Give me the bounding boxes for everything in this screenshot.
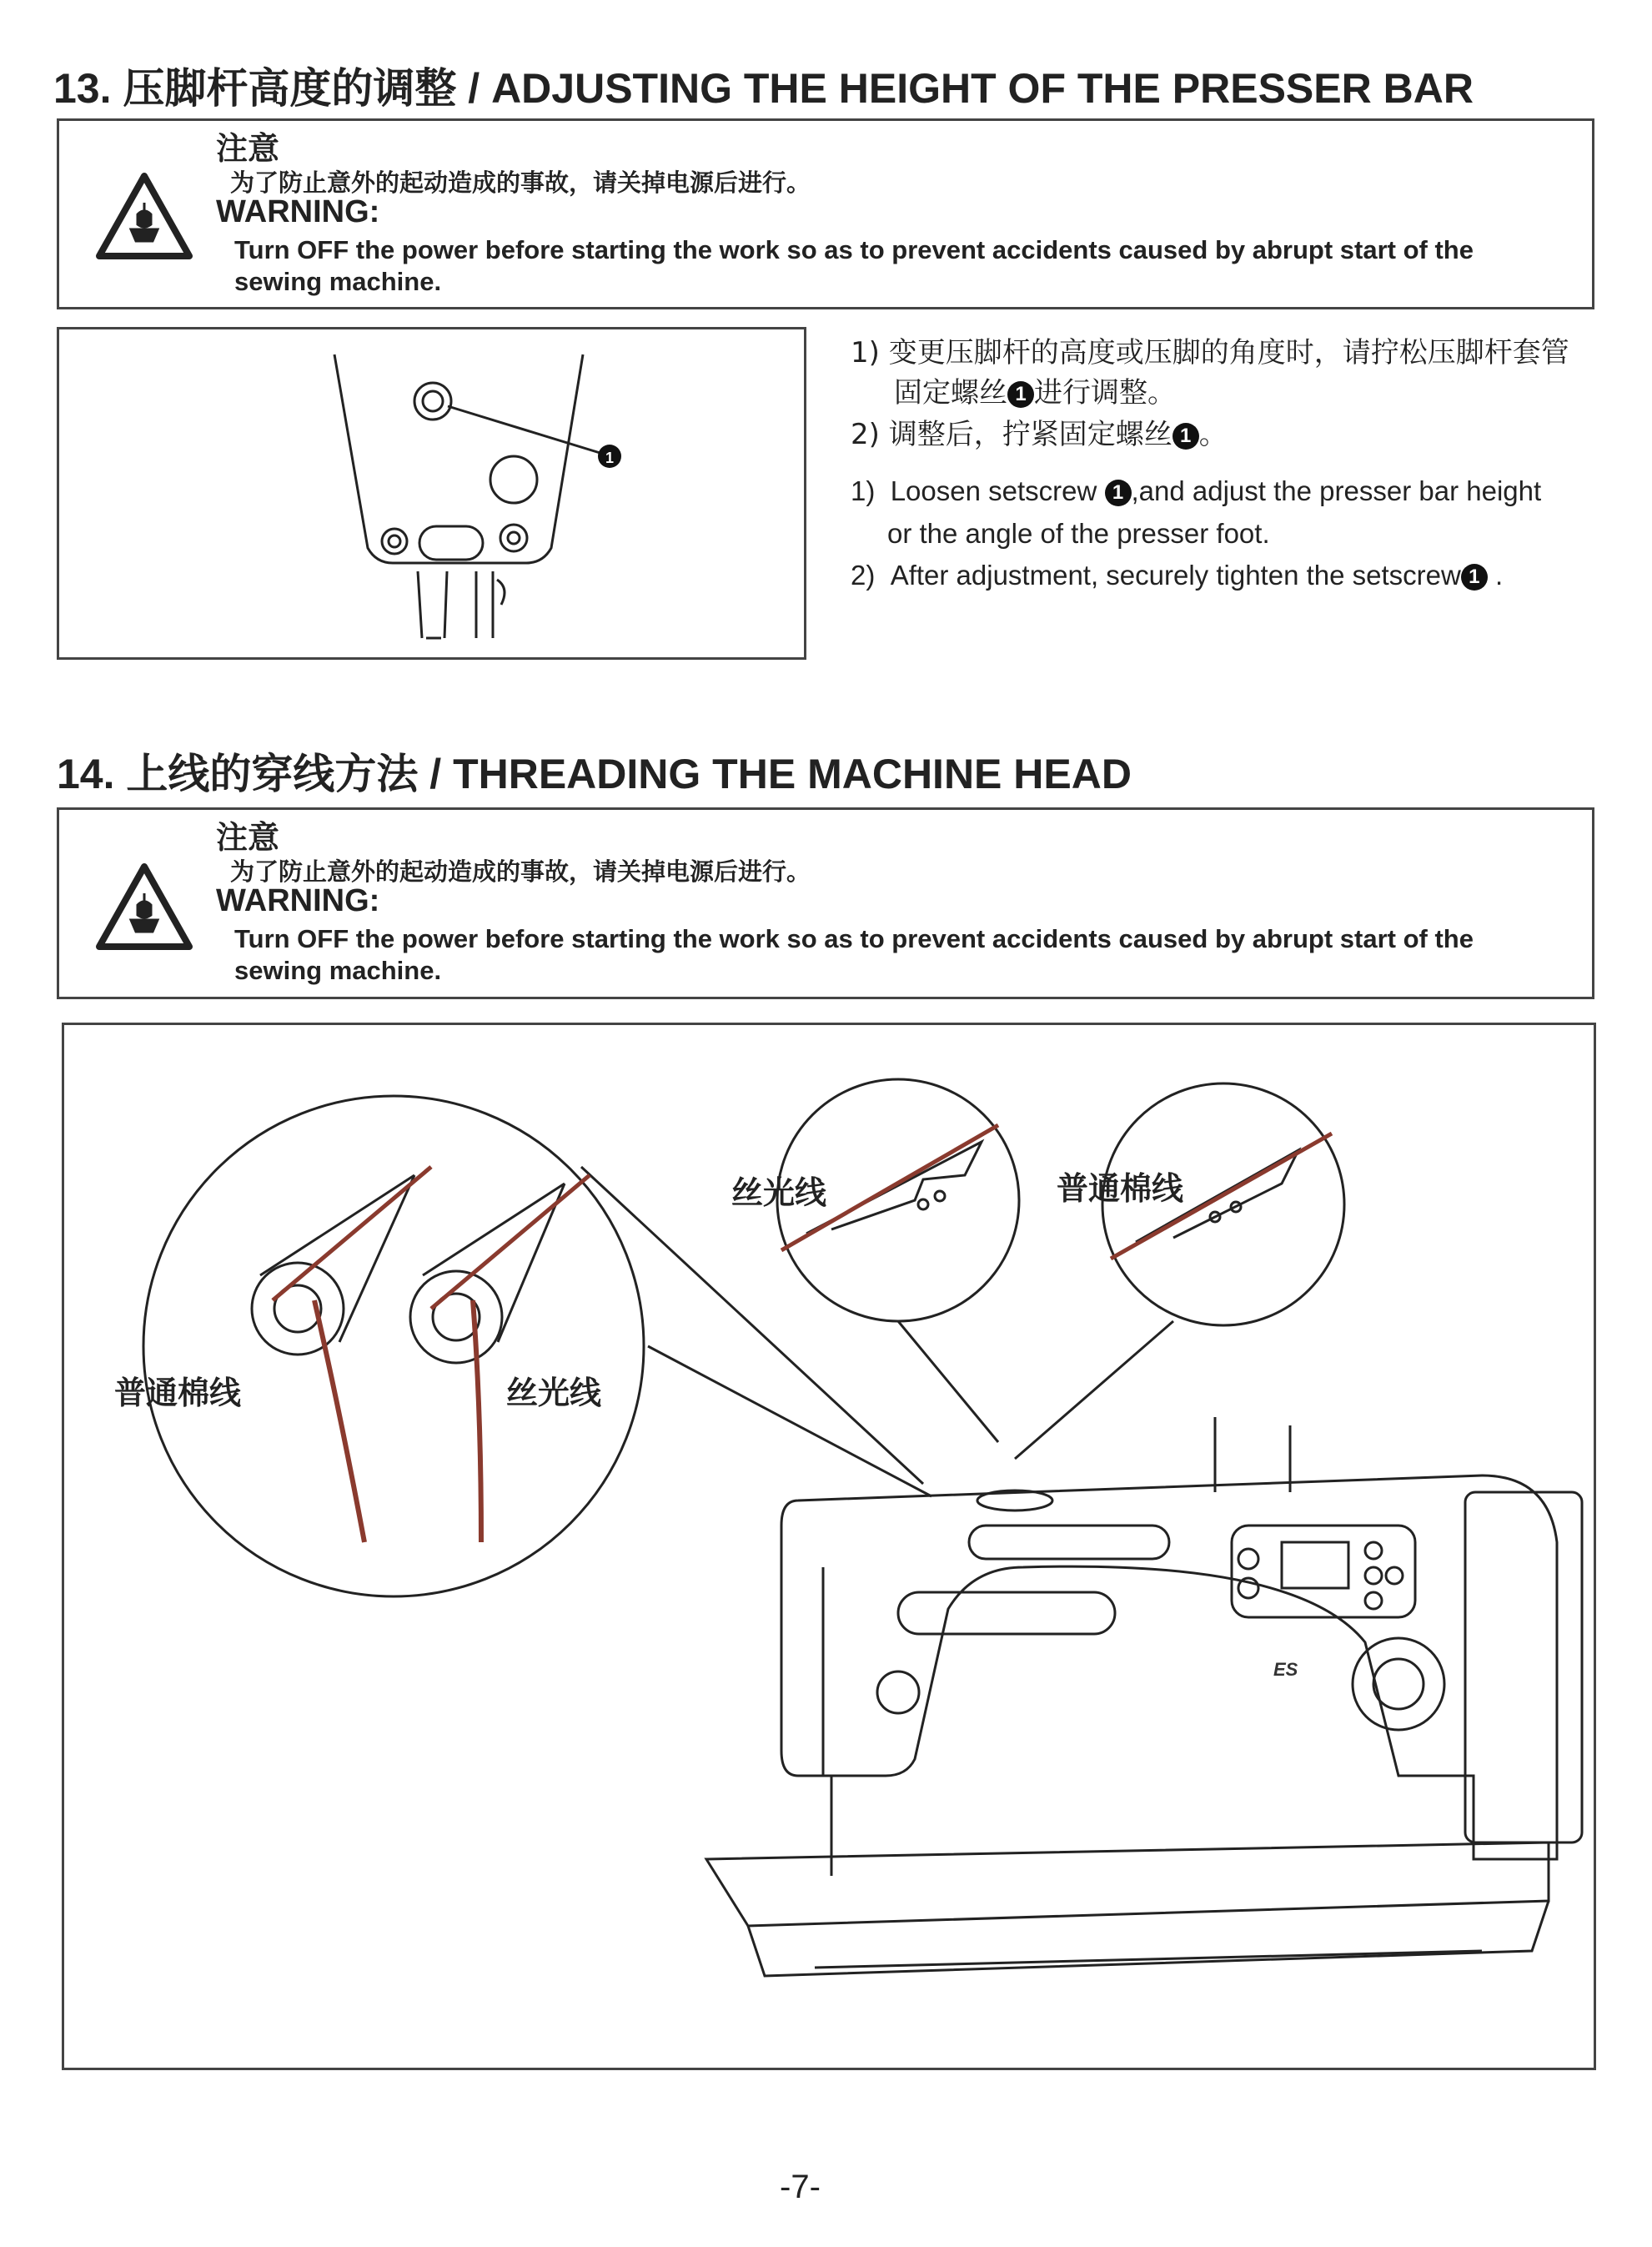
step-cn-1 — [851, 332, 1601, 374]
warning-en-body-line1: Turn OFF the power before starting the work so as to prevent accidents caused by abrupt start of the — [234, 924, 1474, 953]
section-13-title: 13. 压脚杆高度的调整 / ADJUSTING THE HEIGHT OF THE PRESSER BAR — [53, 65, 1474, 112]
page-number: -7- — [780, 2169, 821, 2205]
step-text: 固定螺丝 — [894, 376, 1007, 410]
figure-callout-1: 1 — [605, 450, 615, 466]
threading-illustration — [64, 1025, 1594, 2068]
step-en-2 — [851, 555, 1503, 596]
step-number: 1) — [851, 475, 876, 506]
step-en-1-cont — [887, 513, 1270, 555]
label-silk-thread-top: 丝光线 — [731, 1174, 827, 1211]
warning-cn-heading: 注意 — [216, 130, 280, 167]
warning-en-heading: WARNING: — [216, 883, 380, 918]
speed-dial — [1353, 1638, 1444, 1730]
warning-triangle-icon — [94, 171, 194, 263]
step-number: 2) — [851, 560, 876, 591]
step-text: or the angle of the presser foot. — [887, 518, 1270, 549]
motor-housing — [1465, 1492, 1582, 1842]
setscrew-badge: 1 — [1172, 423, 1199, 450]
section-14-title: 14. 上线的穿线方法 / THREADING THE MACHINE HEAD — [57, 751, 1132, 797]
threading-figure — [62, 1023, 1596, 2070]
step-number: 2) — [851, 418, 880, 451]
label-cotton-thread-top: 普通棉线 — [1057, 1170, 1184, 1207]
presser-bar-illustration — [59, 329, 804, 657]
setscrew-badge: 1 — [1461, 564, 1488, 591]
thread-guide-detail-circle — [143, 1096, 644, 1596]
step-text: After adjustment, securely tighten the setscrew — [890, 560, 1461, 591]
step-text: . — [1495, 560, 1504, 591]
label-cotton-thread-left: 普通棉线 — [114, 1375, 242, 1411]
warning-box-14 — [57, 807, 1594, 999]
warning-en-body-line2: sewing machine. — [234, 956, 442, 985]
warning-cn-body: 为了防止意外的起动造成的事故，请关掉电源后进行。 — [230, 168, 811, 197]
step-number: 1) — [851, 336, 880, 369]
warning-cn-body: 为了防止意外的起动造成的事故，请关掉电源后进行。 — [230, 857, 811, 886]
step-text: 进行调整。 — [1034, 376, 1176, 410]
warning-en-heading: WARNING: — [216, 194, 380, 229]
warning-en-body-line2: sewing machine. — [234, 267, 442, 296]
control-display — [1282, 1542, 1348, 1588]
step-cn-1-cont — [894, 372, 1176, 414]
step-en-1 — [851, 470, 1541, 512]
setscrew-badge: 1 — [1007, 381, 1034, 408]
step-text: 变更压脚杆的高度或压脚的角度时，请拧松压脚杆套管 — [888, 336, 1569, 369]
step-text: 调整后，拧紧固定螺丝 — [888, 418, 1172, 451]
presser-bar-figure — [57, 327, 806, 660]
step-text: Loosen setscrew — [890, 475, 1097, 506]
step-text: 。 — [1198, 418, 1228, 451]
warning-box-13 — [57, 118, 1594, 309]
warning-triangle-icon — [94, 862, 194, 953]
machine-model-badge: ES — [1273, 1659, 1298, 1680]
label-silk-thread-left: 丝光线 — [506, 1375, 602, 1411]
warning-cn-heading: 注意 — [216, 819, 280, 856]
step-cn-2 — [851, 414, 1228, 455]
warning-en-body-line1: Turn OFF the power before starting the work so as to prevent accidents caused by abrupt start of the — [234, 235, 1474, 264]
step-text: ,and adjust the presser bar height — [1131, 475, 1542, 506]
setscrew-badge: 1 — [1105, 480, 1132, 506]
